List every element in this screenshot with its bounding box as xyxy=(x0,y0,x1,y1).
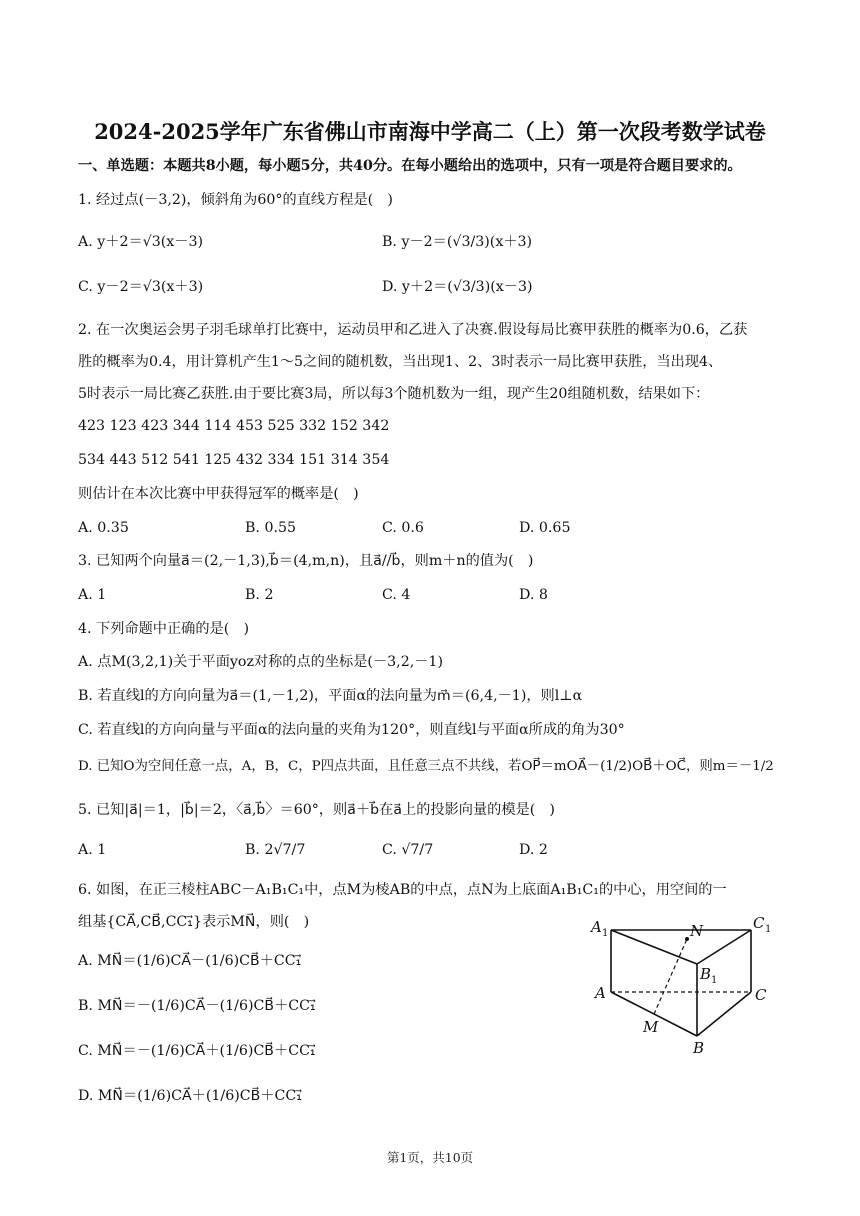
page-footer: 第1页，共10页 xyxy=(386,1150,474,1165)
question-5-option-d: D. 2 xyxy=(519,842,548,858)
question-2-numbers-2: 534 443 512 541 125 432 334 151 314 354 xyxy=(78,452,390,468)
point-n xyxy=(685,937,689,941)
label-m: M xyxy=(643,1018,659,1036)
question-3-option-c: C. 4 xyxy=(382,587,411,603)
label-c1: C xyxy=(753,914,765,932)
question-2-line-2: 胜的概率为0.4，用计算机产生1～5之间的随机数，当出现1、2、3时表示一局比赛甲获胜，当出现4、 xyxy=(78,354,723,370)
question-2-option-d: D. 0.65 xyxy=(519,520,571,536)
label-a1: A xyxy=(591,918,602,936)
question-6-option-c: C. MN⃗＝－(1/6)CA⃗＋(1/6)CB⃗＋CC₁⃗ xyxy=(78,1043,316,1059)
question-2-option-c: C. 0.6 xyxy=(382,520,424,536)
question-5-option-b: B. 2√7/7 xyxy=(245,842,306,858)
question-4-option-b: B. 若直线l的方向向量为a⃗＝(1,－1,2)，平面α的法向量为m⃗＝(6,4,－1)，则l⊥α xyxy=(78,688,583,704)
question-2-numbers-1: 423 123 423 344 114 453 525 332 152 342 xyxy=(78,418,390,434)
question-5-option-c: C. √7/7 xyxy=(382,842,434,858)
question-2-option-b: B. 0.55 xyxy=(245,520,297,536)
question-1-stem: 1. 经过点(－3,2)，倾斜角为60°的直线方程是( ) xyxy=(78,192,393,208)
question-1-option-b: B. y－2＝(√3/3)(x＋3) xyxy=(382,234,533,250)
question-3-stem: 3. 已知两个向量a⃗＝(2,－1,3),b⃗＝(4,m,n)，且a⃗//b⃗，则m＋n的值为( ) xyxy=(78,553,534,569)
question-1-option-d: D. y＋2＝(√3/3)(x－3) xyxy=(382,279,533,295)
question-5-option-a: A. 1 xyxy=(78,842,107,858)
question-3-option-d: D. 8 xyxy=(519,587,548,603)
question-6-line-1: 6. 如图，在正三棱柱ABC－A₁B₁C₁中，点M为棱AB的中点，点N为上底面A₁B₁C₁的中心，用空间的一 xyxy=(78,882,727,898)
question-2-line-1: 2. 在一次奥运会男子羽毛球单打比赛中，运动员甲和乙进入了决赛.假设每局比赛甲获胜的概率为0.6，乙获 xyxy=(78,322,748,338)
question-4-option-c: C. 若直线l的方向向量与平面α的法向量的夹角为120°，则直线l与平面α所成的角为30° xyxy=(78,722,625,738)
question-2-prompt: 则估计在本次比赛中甲获得冠军的概率是( ) xyxy=(78,486,359,502)
label-b1-subscript: 1 xyxy=(711,975,718,986)
question-6-line-2: 组基{CA⃗,CB⃗,CC₁⃗}表示MN⃗，则( ) xyxy=(78,914,310,930)
page-title: 2024-2025学年广东省佛山市南海中学高二（上）第一次段考数学试卷 xyxy=(94,119,766,144)
question-6-option-d: D. MN⃗＝(1/6)CA⃗＋(1/6)CB⃗＋CC₁⃗ xyxy=(78,1088,302,1104)
question-6-option-b: B. MN⃗＝－(1/6)CA⃗－(1/6)CB⃗＋CC₁⃗ xyxy=(78,998,316,1014)
edge-b1-c1 xyxy=(697,930,751,964)
question-2-line-3: 5时表示一局比赛乙获胜.由于要比赛3局，所以每3个随机数为一组，现产生20组随机数，结果如下： xyxy=(78,386,710,402)
question-1-option-c: C. y－2＝√3(x＋3) xyxy=(78,279,204,295)
question-4-option-a: A. 点M(3,2,1)关于平面yoz对称的点的坐标是(－3,2,－1) xyxy=(78,654,443,670)
question-4-stem: 4. 下列命题中正确的是( ) xyxy=(78,621,249,637)
segment-mn xyxy=(654,939,687,1014)
label-n: N xyxy=(690,922,704,940)
question-3-option-a: A. 1 xyxy=(78,587,107,603)
section-heading: 一、单选题：本题共8小题，每小题5分，共40分。在每小题给出的选项中，只有一项是符合题目要求的。 xyxy=(78,158,742,174)
question-3-option-b: B. 2 xyxy=(245,587,274,603)
label-c1-subscript: 1 xyxy=(765,924,772,935)
label-b: B xyxy=(693,1039,705,1057)
question-2-option-a: A. 0.35 xyxy=(78,520,129,536)
question-1-option-a: A. y＋2＝√3(x－3) xyxy=(78,234,204,250)
question-6-option-a: A. MN⃗＝(1/6)CA⃗－(1/6)CB⃗＋CC₁⃗ xyxy=(78,953,302,969)
label-b1: B xyxy=(700,965,712,983)
edge-b-c xyxy=(697,992,751,1036)
question-5-stem: 5. 已知|a⃗|＝1，|b⃗|＝2，〈a⃗,b⃗〉＝60°，则a⃗＋b⃗在a⃗上的投影向量的模是( ) xyxy=(78,802,555,818)
question-4-option-d: D. 已知O为空间任意一点，A，B，C，P四点共面，且任意三点不共线，若OP⃗＝mOA⃗－(1/2)OB⃗＋OC⃗，则m＝－1/2 xyxy=(78,759,774,774)
prism-figure xyxy=(583,908,783,1058)
label-c: C xyxy=(755,986,767,1004)
label-a1-subscript: 1 xyxy=(602,928,609,939)
label-a: A xyxy=(595,984,606,1002)
